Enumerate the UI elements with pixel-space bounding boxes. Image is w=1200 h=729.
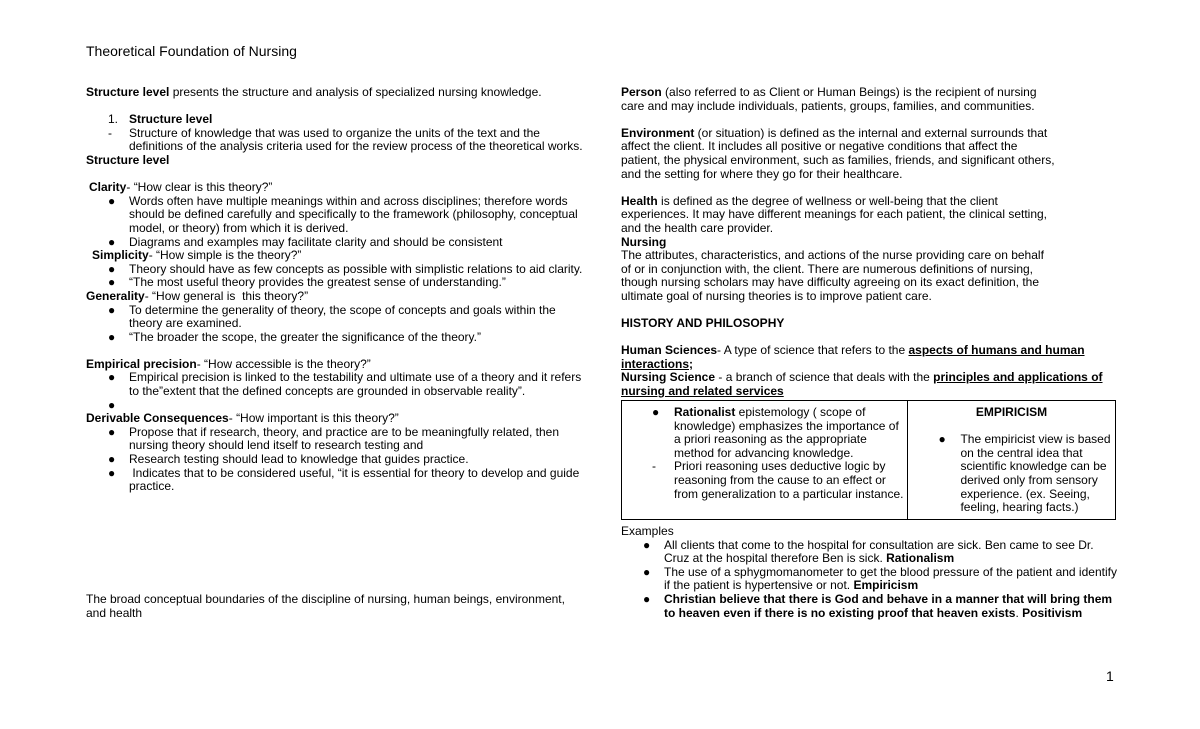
list-item: [86, 195, 586, 236]
list-line: “The broader the scope, the greater the significance of the theory.”: [129, 329, 481, 344]
list-line: theory are examined.: [129, 316, 242, 331]
intro-bold: Structure level: [86, 85, 170, 99]
cell-line: reasoning from the cause to an effect or: [674, 472, 886, 487]
cell-line: method for advancing knowledge.: [674, 445, 854, 460]
generality-label: Generality: [86, 288, 145, 303]
list-line: Empirical precision is linked to the testability and ultimate use of a theory and it refers: [129, 370, 582, 385]
paragraph-line: (or situation) is defined as the internal and external surrounds that: [694, 125, 1048, 140]
list-line: Theory should have as few concepts as possible with simplistic relations to aid clarity.: [129, 261, 583, 276]
paragraph-line: (also referred to as Client or Human Beings) is the recipient of nursing: [661, 85, 1037, 99]
epistemology-table: [621, 400, 1116, 520]
list-item: [621, 539, 1121, 566]
bullet-icon: ●: [643, 564, 651, 579]
cell-line: scientific knowledge can be: [960, 459, 1107, 474]
generality-question: - “How general is this theory?”: [144, 288, 309, 303]
underlined-text: principles and applications of: [933, 370, 1103, 385]
list-line: Indicates that to be considered useful, “it is essential for theory to develop and guide: [129, 465, 580, 480]
bullet-icon: ●: [108, 234, 116, 249]
person-term: Person: [621, 85, 662, 99]
dash-marker: -: [652, 459, 656, 474]
simplicity-question: - “How simple is the theory?”: [148, 248, 302, 263]
paragraph-line: though nursing scholars may have difficulty agreeing on its exact definition, the: [621, 275, 1040, 290]
list-item: [86, 371, 586, 398]
list-line: practice.: [129, 479, 175, 494]
bullet-icon: ●: [108, 302, 116, 317]
dash-marker: -: [108, 125, 112, 140]
list-line: Words often have multiple meanings within and across disciplines; therefore words: [129, 193, 568, 208]
boundaries-paragraph: [86, 593, 586, 620]
person-paragraph: [621, 86, 1121, 100]
paragraph-line: and the setting for where they go for their healthcare.: [621, 166, 903, 181]
bullet-icon: ●: [108, 465, 116, 480]
page-number: 1: [1106, 668, 1114, 684]
bullet-icon: ●: [108, 370, 116, 385]
bullet-icon: ●: [643, 591, 651, 606]
cell-line: a priori reasoning as the appropriate: [674, 432, 867, 447]
list-line: if the patient is hypertensive or not.: [664, 578, 854, 593]
rationalist-cell: [622, 401, 908, 520]
empirical-question: - “How accessible is the theory?”: [196, 356, 371, 371]
paragraph-line: experiences. It may have different meanings for each patient, the clinical setting,: [621, 207, 1048, 222]
list-item: [86, 236, 586, 250]
clarity-label: Clarity: [89, 180, 127, 195]
list-line: .: [1015, 605, 1023, 620]
section-heading: HISTORY AND PHILOSOPHY: [621, 316, 785, 331]
empiricism-cell: [908, 401, 1115, 520]
list-line: All clients that come to the hospital for consultation are sick. Ben came to see Dr.: [664, 537, 1094, 552]
list-line: to heaven even if there is no existing proof that heaven exists: [664, 605, 1016, 620]
list-item: [86, 276, 586, 290]
human-sciences-paragraph: [621, 344, 1121, 358]
cell-line: Priori reasoning uses deductive logic by: [674, 459, 886, 474]
list-item: [86, 331, 586, 345]
paragraph-text: - a branch of science that deals with the: [715, 370, 934, 385]
list-line: “The most useful theory provides the greatest sense of understanding.”: [129, 275, 506, 290]
dash-line: Structure of knowledge that was used to organize the units of the text and the: [129, 125, 540, 140]
paragraph-line: and the health care provider.: [621, 220, 774, 235]
list-line: model, or theory) from which it is derived.: [129, 220, 349, 235]
list-line: nursing theory should lend itself to research testing and: [129, 438, 424, 453]
list-item: [86, 263, 586, 277]
nursing-science-term: Nursing Science: [621, 370, 716, 385]
clarity-question: - “How clear is this theory?”: [126, 180, 273, 195]
list-item: [86, 304, 586, 331]
paragraph-line: The broad conceptual boundaries of the discipline of nursing, human beings, environment,: [86, 592, 565, 606]
paragraph-line: affect the client. It includes all positive or negative conditions that affect the: [621, 139, 1018, 154]
list-line: Propose that if research, theory, and practice are to be meaningfully related, then: [129, 424, 560, 439]
environment-term: Environment: [621, 125, 695, 140]
list-line: should be defined carefully and specifically to the framework (philosophy, conceptual: [129, 207, 578, 222]
cell-line: knowledge) emphasizes the importance of: [674, 418, 899, 433]
health-term: Health: [621, 193, 658, 208]
paragraph-line: care and may include individuals, patients, groups, families, and communities.: [621, 98, 1035, 113]
paragraph-line: The attributes, characteristics, and actions of the nurse providing care on behalf: [621, 248, 1044, 263]
list-line: to the”extent that the defined concepts are grounded in observable reality”.: [129, 384, 526, 399]
cell-line: feeling, hearing facts.): [960, 500, 1079, 515]
list-line: Diagrams and examples may facilitate clarity and should be consistent: [129, 234, 503, 249]
intro-paragraph: [86, 86, 586, 100]
list-item: [621, 593, 1121, 620]
simplicity-label: Simplicity: [92, 248, 149, 263]
underlined-text: interactions;: [621, 356, 694, 371]
empirical-label: Empirical precision: [86, 356, 197, 371]
examples-section: [621, 525, 1121, 620]
paragraph-text: - A type of science that refers to the: [717, 343, 909, 358]
list-item: [621, 566, 1121, 593]
bullet-icon: ●: [108, 397, 116, 412]
page-header: Theoretical Foundation of Nursing: [86, 43, 297, 59]
examples-label: Examples: [621, 524, 674, 538]
derivable-label: Derivable Consequences: [86, 411, 229, 426]
derivable-question: - “How important is this theory?”: [228, 411, 399, 426]
paragraph-line: ultimate goal of nursing theories is to improve patient care.: [621, 288, 932, 303]
bullet-icon: ●: [108, 275, 116, 290]
list-line: Cruz at the hospital therefore Ben is sick.: [664, 551, 887, 566]
list-item-empty: [86, 399, 586, 413]
clarity-heading: [86, 181, 586, 195]
cell-line: from generalization to a particular instance.: [674, 486, 904, 501]
underlined-text: nursing and related services: [621, 384, 784, 399]
cell-line: derived only from sensory: [960, 472, 1098, 487]
nursing-term: Nursing: [621, 234, 667, 249]
nursing-science-paragraph: [621, 371, 1121, 385]
bullet-icon: ●: [108, 424, 116, 439]
human-sciences-term: Human Sciences: [621, 343, 718, 358]
bullet-icon: ●: [108, 329, 116, 344]
list-line: To determine the generality of theory, the scope of concepts and goals within the: [129, 302, 556, 317]
list-item: [86, 467, 586, 494]
intro-text: presents the structure and analysis of specialized nursing knowledge.: [169, 85, 542, 99]
paragraph-line: and health: [86, 605, 143, 620]
bullet-icon: ●: [938, 432, 946, 447]
simplicity-heading: [86, 249, 586, 263]
paragraph-line: is defined as the degree of wellness or well-being that the client: [657, 193, 998, 208]
number-marker: 1.: [108, 112, 119, 127]
sublevel-heading: Structure level: [86, 152, 170, 167]
paragraph-line: patient, the physical environment, such as families, friends, and significant others,: [621, 152, 1055, 167]
list-line: The use of a sphygmomanometer to get the blood pressure of the patient and identify: [664, 564, 1117, 579]
list-line: Christian believe that there is God and behave in a manner that will bring them: [664, 591, 1113, 606]
rationalism-term: Rationalism: [886, 551, 955, 566]
list-line: Research testing should lead to knowledge that guides practice.: [129, 452, 469, 467]
bullet-icon: ●: [652, 405, 660, 419]
environment-paragraph: [621, 127, 1121, 141]
numbered-item-text: Structure level: [129, 112, 213, 127]
list-item: [86, 426, 586, 453]
cell-line: epistemology ( scope of: [735, 405, 866, 419]
paragraph-line: of or in conjunction with, the client. There are numerous definitions of nursing,: [621, 261, 1034, 276]
health-paragraph: [621, 195, 1121, 209]
dash-item: [86, 127, 586, 154]
list-item: [86, 453, 586, 467]
bullet-icon: ●: [108, 452, 116, 467]
right-column: [621, 86, 1121, 399]
dash-line: definitions of the analysis criteria used for the review process of the theoretical works.: [129, 139, 583, 154]
bullet-icon: ●: [108, 193, 116, 208]
cell-line: on the central idea that: [960, 445, 1083, 460]
bullet-icon: ●: [108, 261, 116, 276]
bullet-icon: ●: [643, 537, 651, 552]
empiricism-heading: EMPIRICISM: [975, 405, 1048, 419]
left-column: [86, 86, 586, 494]
empiricism-term: Empiricism: [853, 578, 919, 593]
empirical-heading: [86, 358, 586, 372]
underlined-text: aspects of humans and human: [908, 343, 1085, 358]
cell-line: experience. (ex. Seeing,: [960, 486, 1090, 501]
cell-line: The empiricist view is based: [960, 432, 1111, 447]
derivable-heading: [86, 412, 586, 426]
numbered-item: [86, 113, 586, 127]
generality-heading: [86, 290, 586, 304]
rationalist-term: Rationalist: [674, 405, 736, 419]
positivism-term: Positivism: [1022, 605, 1083, 620]
